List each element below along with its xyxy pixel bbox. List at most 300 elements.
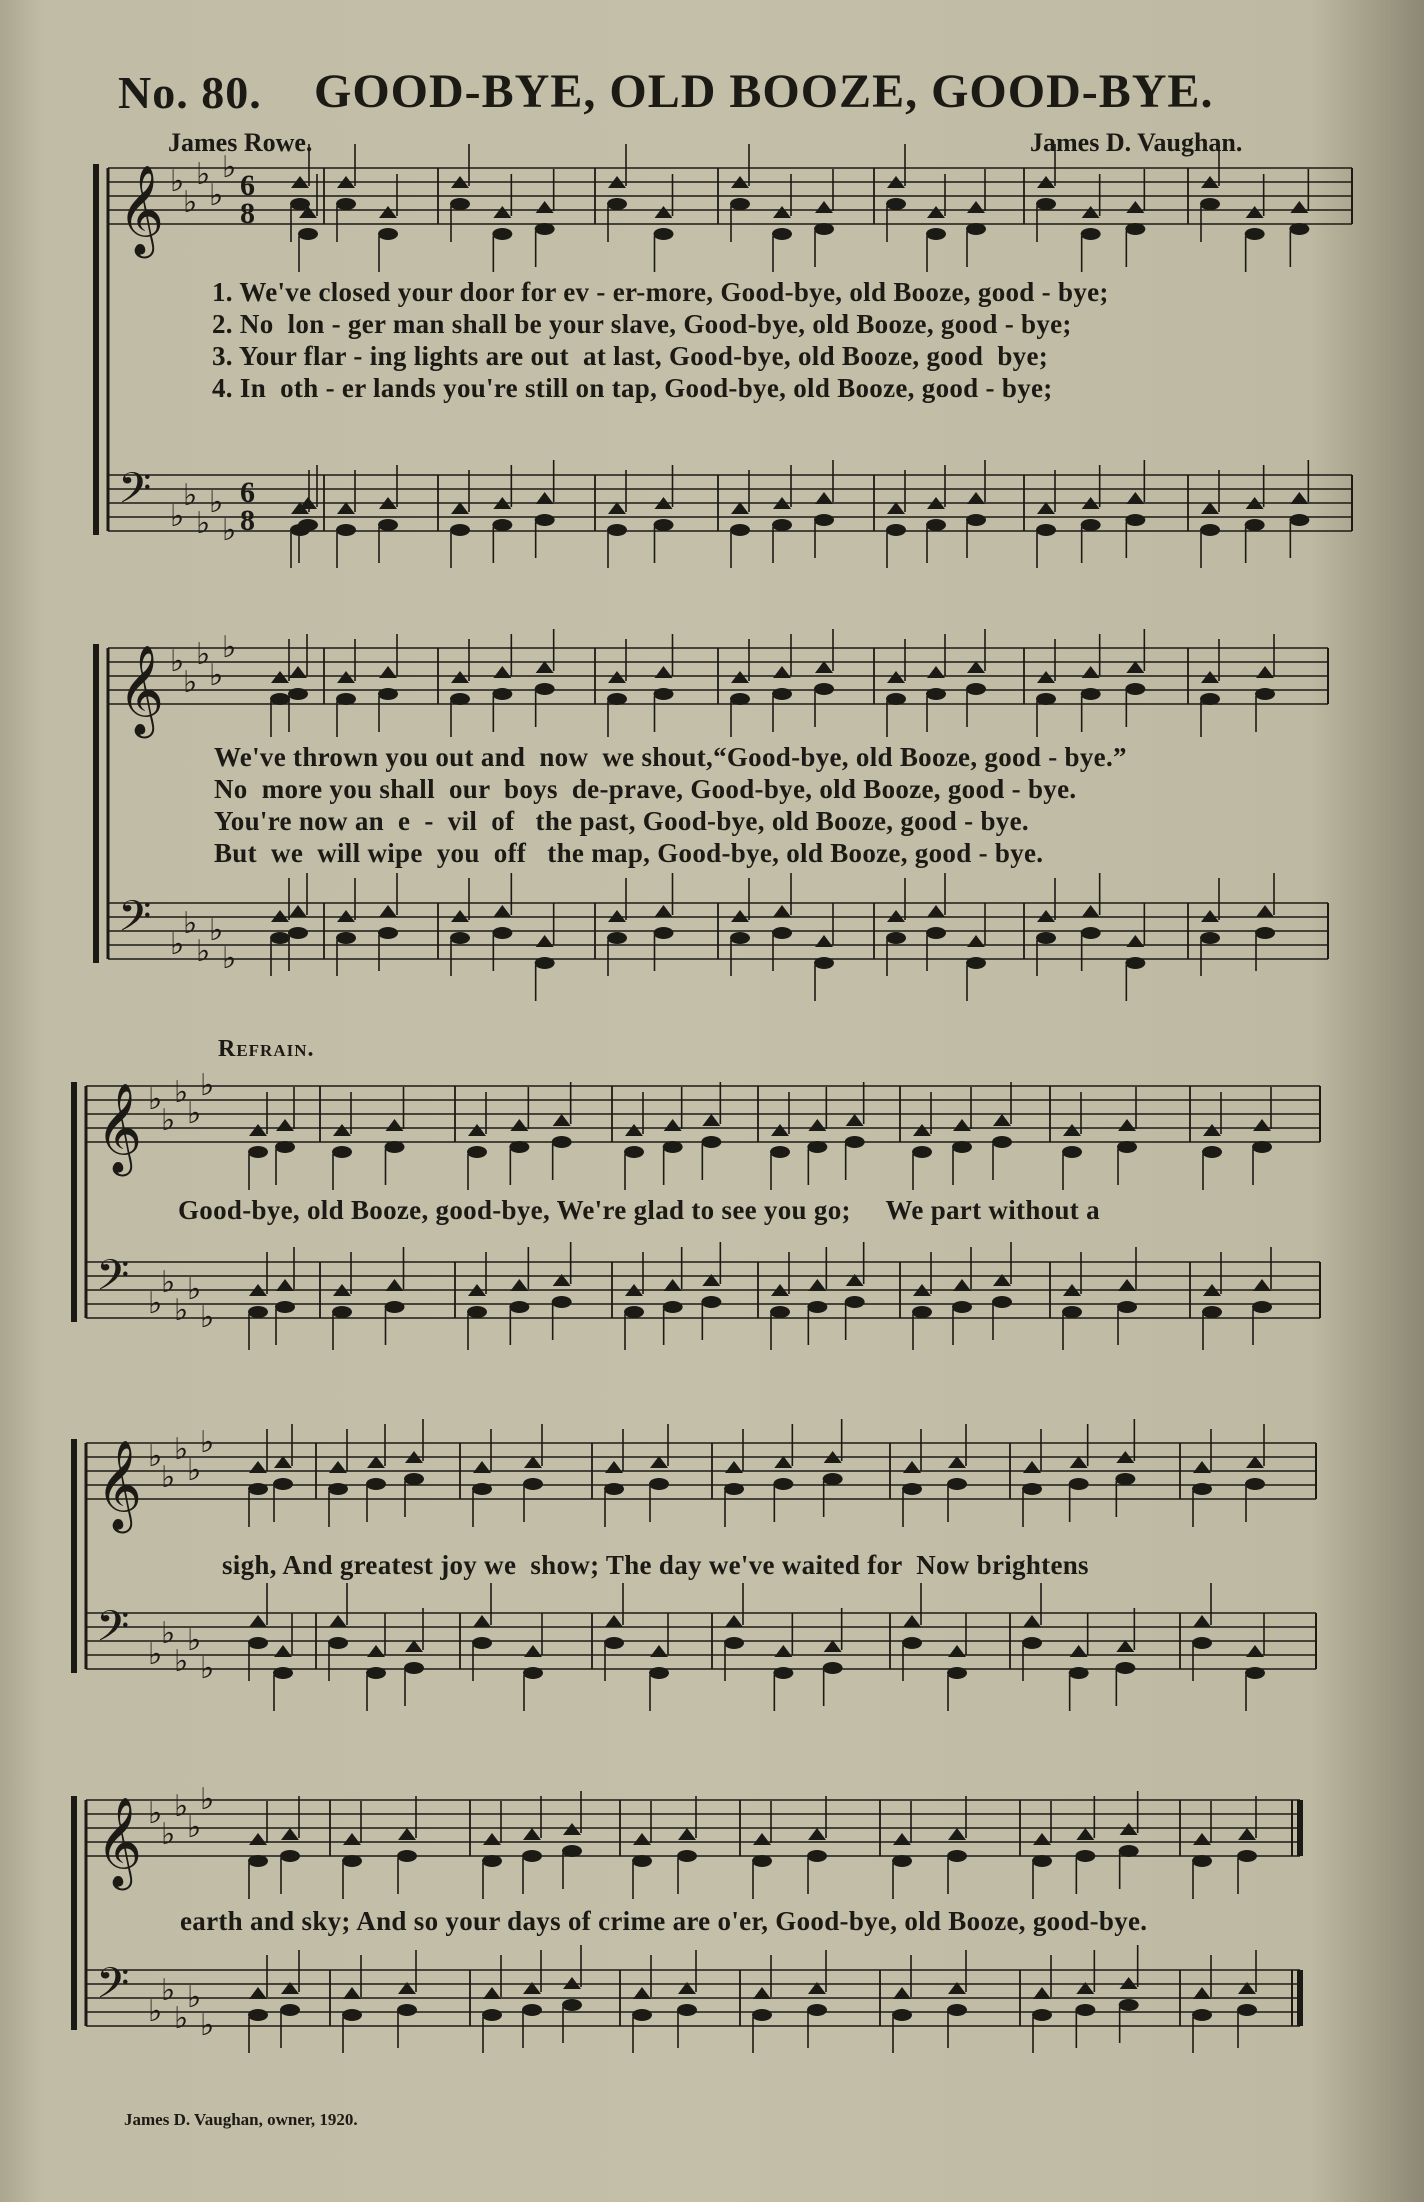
note-head [807, 2004, 827, 2016]
note-head [276, 1279, 294, 1291]
note-head [903, 1615, 921, 1627]
note-head [753, 1987, 771, 1999]
note-head [1202, 1146, 1222, 1158]
note-head [1200, 524, 1220, 536]
note-head [655, 206, 673, 218]
key-flat-icon: ♭ [161, 1973, 176, 2008]
key-flat-icon: ♭ [200, 1068, 215, 1103]
note-head [1203, 1124, 1221, 1136]
note-head [1118, 1119, 1136, 1131]
note-head [270, 932, 290, 944]
note-head [846, 1114, 864, 1126]
note-head [730, 932, 750, 944]
note-head [563, 1823, 581, 1835]
note-head [298, 519, 318, 531]
note-head [1289, 223, 1309, 235]
note-head [966, 683, 986, 695]
note-head [808, 1279, 826, 1291]
note-head [1037, 671, 1055, 683]
note-head [887, 671, 905, 683]
note-head [724, 1483, 744, 1495]
note-head [677, 1850, 697, 1862]
note-head [664, 1279, 682, 1291]
note-head [248, 1637, 268, 1649]
note-head [1036, 524, 1056, 536]
note-head [624, 1306, 644, 1318]
key-flat-icon: ♭ [222, 630, 237, 665]
note-head [328, 1483, 348, 1495]
note-head [366, 1478, 386, 1490]
note-head [1063, 1124, 1081, 1136]
bass-clef-icon: 𝄢 [96, 1959, 130, 2019]
note-head [1037, 910, 1055, 922]
note-head [772, 927, 792, 939]
note-head [654, 688, 674, 700]
note-head [654, 228, 674, 240]
note-head [774, 1645, 792, 1657]
note-head [535, 223, 555, 235]
note-head [298, 228, 318, 240]
key-flat-icon: ♭ [174, 1644, 189, 1679]
note-head [1256, 905, 1274, 917]
note-head [1125, 223, 1145, 235]
note-head [510, 1279, 528, 1291]
note-head [654, 927, 674, 939]
note-head [1192, 1637, 1212, 1649]
note-head [814, 683, 834, 695]
note-head [664, 1119, 682, 1131]
note-head [1062, 1146, 1082, 1158]
note-head [1082, 206, 1100, 218]
note-head [814, 223, 834, 235]
note-head [385, 1141, 405, 1153]
note-head [386, 1279, 404, 1291]
key-flat-icon: ♭ [187, 1453, 202, 1488]
note-head [472, 1483, 492, 1495]
note-head [1115, 1662, 1135, 1674]
key-flat-icon: ♭ [174, 1432, 189, 1467]
key-flat-icon: ♭ [209, 913, 224, 948]
note-head [1246, 206, 1264, 218]
note-head [492, 519, 512, 531]
note-head [523, 1478, 543, 1490]
note-head [450, 932, 470, 944]
note-head [398, 1828, 416, 1840]
note-head [366, 1667, 386, 1679]
note-head [483, 1833, 501, 1845]
hymn-title: GOOD-BYE, OLD BOOZE, GOOD-BYE. [314, 65, 1214, 118]
key-flat-icon: ♭ [148, 1994, 163, 2029]
note-head [1023, 1615, 1041, 1627]
note-head [966, 223, 986, 235]
note-head [1126, 935, 1144, 947]
key-flat-icon: ♭ [196, 934, 211, 969]
note-head [1118, 1279, 1136, 1291]
note-head [770, 1146, 790, 1158]
key-flat-icon: ♭ [209, 485, 224, 520]
note-head [271, 671, 289, 683]
key-flat-icon: ♭ [170, 644, 185, 679]
note-head [333, 1124, 351, 1136]
note-head [845, 1296, 865, 1308]
note-head [1200, 693, 1220, 705]
note-head [814, 957, 834, 969]
note-head [607, 524, 627, 536]
note-head [553, 1114, 571, 1126]
note-head [509, 1141, 529, 1153]
note-head [1033, 1833, 1051, 1845]
note-head [379, 666, 397, 678]
note-head [992, 1296, 1012, 1308]
note-head [1245, 1667, 1265, 1679]
key-flat-icon: ♭ [209, 178, 224, 213]
note-head [367, 1645, 385, 1657]
note-head [1069, 1667, 1089, 1679]
note-head [1117, 1141, 1137, 1153]
composer-credit: James D. Vaughan. [1030, 128, 1243, 157]
note-head [893, 1987, 911, 1999]
note-head [1070, 1456, 1088, 1468]
note-head [774, 1456, 792, 1468]
refrain-line-1: Good-bye, old Booze, good-bye, We're glad to see you go; We part without a [178, 1195, 1100, 1225]
note-head [270, 693, 290, 705]
note-head [772, 228, 792, 240]
note-head [967, 492, 985, 504]
note-head [1115, 1473, 1135, 1485]
key-flat-icon: ♭ [183, 185, 198, 220]
note-head [731, 910, 749, 922]
verse-2-line-2: No more you shall our boys de-prave, Good-bye, old Booze, good - bye. [214, 774, 1077, 804]
note-head [967, 201, 985, 213]
note-head [248, 1855, 268, 1867]
verse-3-line-1: 3. Your flar - ing lights are out at last, Good-bye, old Booze, good bye; [212, 341, 1049, 371]
note-head [536, 935, 554, 947]
key-flat-icon: ♭ [161, 1103, 176, 1138]
note-head [450, 198, 470, 210]
note-head [678, 1828, 696, 1840]
note-head [927, 905, 945, 917]
note-head [332, 1146, 352, 1158]
note-head [1202, 1306, 1222, 1318]
key-flat-icon: ♭ [161, 1460, 176, 1495]
note-head [947, 1667, 967, 1679]
note-head [510, 1119, 528, 1131]
note-head [329, 1461, 347, 1473]
bass-clef-icon: 𝄢 [118, 464, 152, 524]
note-head [492, 688, 512, 700]
note-head [248, 1483, 268, 1495]
verse-1-line-2: We've thrown you out and now we shout,“Good-bye, old Booze, good - bye.” [214, 742, 1127, 772]
note-head [1117, 1301, 1137, 1313]
note-head [1036, 932, 1056, 944]
key-flat-icon: ♭ [170, 927, 185, 962]
key-flat-icon: ♭ [174, 1789, 189, 1824]
note-head [274, 1456, 292, 1468]
note-head [608, 910, 626, 922]
note-head [1245, 1478, 1265, 1490]
note-head [605, 1615, 623, 1627]
note-head [342, 1855, 362, 1867]
note-head [1252, 1301, 1272, 1313]
note-head [249, 1833, 267, 1845]
note-head [523, 1828, 541, 1840]
note-head [468, 1124, 486, 1136]
note-head [903, 1461, 921, 1473]
note-head [886, 524, 906, 536]
note-head [752, 1855, 772, 1867]
note-head [523, 1667, 543, 1679]
note-head [624, 1146, 644, 1158]
note-head [823, 1473, 843, 1485]
note-head [845, 1136, 865, 1148]
note-head [492, 228, 512, 240]
note-head [482, 1855, 502, 1867]
key-flat-icon: ♭ [187, 1096, 202, 1131]
note-head [815, 935, 833, 947]
note-head [451, 671, 469, 683]
note-head [926, 927, 946, 939]
note-head [289, 666, 307, 678]
note-head [473, 1615, 491, 1627]
note-head [892, 2009, 912, 2021]
note-head [1290, 201, 1308, 213]
lyricist-credit: James Rowe. [168, 128, 313, 157]
note-head [953, 1119, 971, 1131]
note-head [336, 198, 356, 210]
note-head [249, 1987, 267, 1999]
key-flat-icon: ♭ [148, 1286, 163, 1321]
key-flat-icon: ♭ [183, 478, 198, 513]
note-head [1246, 1645, 1264, 1657]
note-head [1033, 1987, 1051, 1999]
note-head [967, 935, 985, 947]
note-head [886, 198, 906, 210]
note-head [650, 1645, 668, 1657]
note-head [824, 1640, 842, 1652]
note-head [886, 932, 906, 944]
note-head [753, 1833, 771, 1845]
key-flat-icon: ♭ [187, 1623, 202, 1658]
note-head [772, 688, 792, 700]
note-head [773, 1478, 793, 1490]
key-flat-icon: ♭ [174, 1293, 189, 1328]
note-head [649, 1667, 669, 1679]
note-head [752, 2009, 772, 2021]
note-head [927, 206, 945, 218]
note-head [1256, 666, 1274, 678]
note-head [807, 1850, 827, 1862]
note-head [1081, 927, 1101, 939]
key-flat-icon: ♭ [148, 1082, 163, 1117]
note-head [249, 1124, 267, 1136]
note-head [926, 519, 946, 531]
note-head [524, 1645, 542, 1657]
note-head [730, 198, 750, 210]
note-head [288, 688, 308, 700]
note-head [1032, 1855, 1052, 1867]
note-head [1082, 905, 1100, 917]
note-head [604, 1483, 624, 1495]
key-flat-icon: ♭ [187, 1272, 202, 1307]
note-head [947, 1850, 967, 1862]
key-flat-icon: ♭ [148, 1637, 163, 1672]
key-flat-icon: ♭ [200, 2008, 215, 2043]
note-head [336, 524, 356, 536]
note-head [808, 1828, 826, 1840]
key-flat-icon: ♭ [222, 513, 237, 548]
note-head [249, 1615, 267, 1627]
key-flat-icon: ♭ [161, 1616, 176, 1651]
note-head [807, 1141, 827, 1153]
note-head [966, 514, 986, 526]
note-head [379, 206, 397, 218]
note-head [492, 927, 512, 939]
key-flat-icon: ♭ [209, 658, 224, 693]
note-head [1023, 1461, 1041, 1473]
note-head [535, 514, 555, 526]
note-head [535, 683, 555, 695]
note-head [886, 693, 906, 705]
key-flat-icon: ♭ [200, 1651, 215, 1686]
note-head [1022, 1637, 1042, 1649]
time-signature-lower: 8 [240, 197, 255, 230]
note-head [1125, 957, 1145, 969]
note-head [608, 671, 626, 683]
note-head [378, 688, 398, 700]
note-head [336, 693, 356, 705]
note-head [605, 1461, 623, 1473]
note-head [562, 1999, 582, 2011]
note-head [248, 1146, 268, 1158]
note-head [772, 519, 792, 531]
key-flat-icon: ♭ [148, 1796, 163, 1831]
note-head [1253, 1279, 1271, 1291]
note-head [1082, 666, 1100, 678]
time-signature-lower: 8 [240, 504, 255, 537]
key-flat-icon: ♭ [200, 1300, 215, 1335]
note-head [552, 1296, 572, 1308]
note-head [607, 932, 627, 944]
note-head [607, 693, 627, 705]
note-head [1290, 492, 1308, 504]
note-head [773, 666, 791, 678]
note-head [966, 957, 986, 969]
note-head [677, 2004, 697, 2016]
key-flat-icon: ♭ [200, 1425, 215, 1460]
note-head [649, 1478, 669, 1490]
note-head [329, 1615, 347, 1627]
note-head [947, 1478, 967, 1490]
note-head [493, 206, 511, 218]
hymn-number: No. 80. [118, 67, 262, 118]
key-flat-icon: ♭ [170, 164, 185, 199]
note-head [1255, 927, 1275, 939]
note-head [1252, 1141, 1272, 1153]
note-head [815, 201, 833, 213]
note-head [337, 910, 355, 922]
note-head [1237, 2004, 1257, 2016]
note-head [483, 1987, 501, 1999]
note-head [248, 1306, 268, 1318]
note-head [1125, 683, 1145, 695]
key-flat-icon: ♭ [183, 906, 198, 941]
note-head [522, 1850, 542, 1862]
note-head [654, 519, 674, 531]
note-head [342, 2009, 362, 2021]
note-head [1036, 198, 1056, 210]
note-head [725, 1461, 743, 1473]
note-head [953, 1279, 971, 1291]
note-head [1120, 1823, 1138, 1835]
note-head [730, 693, 750, 705]
note-head [604, 1637, 624, 1649]
note-head [386, 1119, 404, 1131]
note-head [893, 1833, 911, 1845]
note-head [663, 1301, 683, 1313]
note-head [1125, 514, 1145, 526]
note-head [385, 1301, 405, 1313]
note-head [378, 927, 398, 939]
note-head [248, 2009, 268, 2021]
note-head [367, 1456, 385, 1468]
note-head [397, 1850, 417, 1862]
note-head [655, 666, 673, 678]
note-head [730, 524, 750, 536]
note-head [493, 666, 511, 678]
note-head [249, 1461, 267, 1473]
bass-clef-icon: 𝄢 [118, 892, 152, 952]
note-head [773, 206, 791, 218]
note-head [926, 688, 946, 700]
note-head [701, 1136, 721, 1148]
note-head [1193, 1987, 1211, 1999]
verse-1-line-1: 1. We've closed your door for ev - er-more, Good-bye, old Booze, good - bye; [212, 277, 1109, 307]
time-signature-upper: 6 [240, 476, 255, 509]
note-head [993, 1114, 1011, 1126]
note-head [724, 1637, 744, 1649]
key-flat-icon: ♭ [170, 499, 185, 534]
note-head [902, 1637, 922, 1649]
note-head [1120, 1977, 1138, 1989]
note-head [650, 1456, 668, 1468]
note-head [814, 514, 834, 526]
note-head [771, 1124, 789, 1136]
key-flat-icon: ♭ [200, 1782, 215, 1817]
note-head [770, 1306, 790, 1318]
refrain-line-3: earth and sky; And so your days of crime are o'er, Good-bye, old Booze, good-bye. [180, 1906, 1148, 1936]
note-head [808, 1119, 826, 1131]
note-head [1075, 1850, 1095, 1862]
note-head [1075, 2004, 1095, 2016]
note-head [343, 1987, 361, 1999]
key-flat-icon: ♭ [196, 157, 211, 192]
note-head [552, 1136, 572, 1148]
key-flat-icon: ♭ [222, 150, 237, 185]
treble-clef-icon: 𝄞 [118, 165, 165, 255]
key-flat-icon: ♭ [161, 1265, 176, 1300]
note-head [948, 1828, 966, 1840]
note-head [1200, 198, 1220, 210]
note-head [379, 905, 397, 917]
note-head [1081, 228, 1101, 240]
refrain-line-2: sigh, And greatest joy we show; The day we've waited for Now brightens [222, 1550, 1089, 1580]
note-head [1255, 688, 1275, 700]
note-head [952, 1301, 972, 1313]
key-flat-icon: ♭ [161, 1817, 176, 1852]
note-head [273, 1478, 293, 1490]
note-head [328, 1637, 348, 1649]
note-head [1036, 693, 1056, 705]
